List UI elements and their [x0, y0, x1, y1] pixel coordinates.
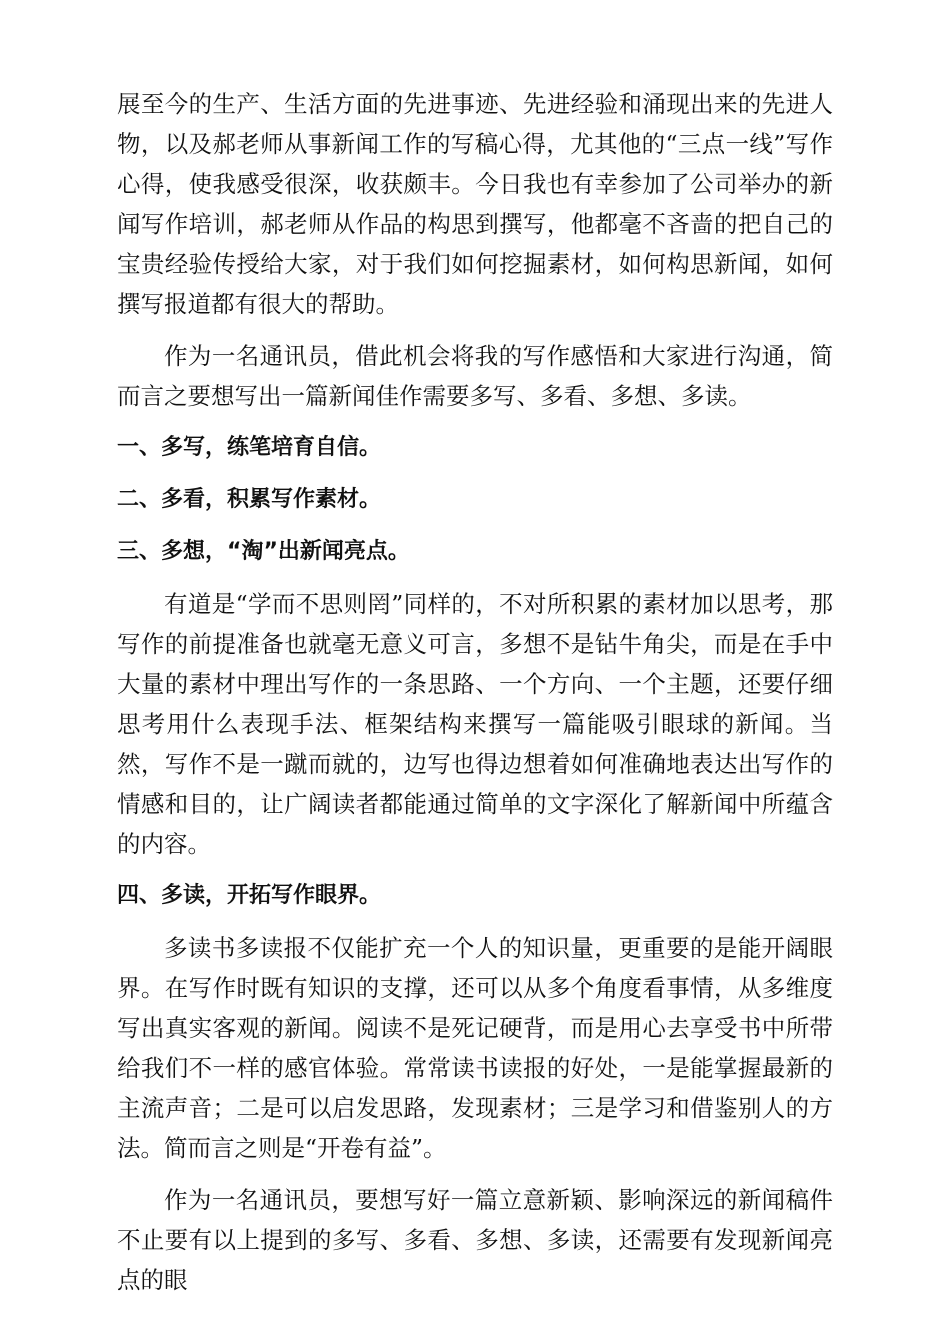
section-heading-1: 一、多写，练笔培育自信。 [117, 435, 382, 460]
paragraph-2: 作为一名通讯员，借此机会将我的写作感悟和大家进行沟通，简而言之要想写出一篇新闻佳作需要多写、多看、多想、多读。 [117, 342, 833, 410]
paragraph-5: 作为一名通讯员，要想写好一篇立意新颖、影响深远的新闻稿件不止要有以上提到的多写、多看、多想、多读，还需要有发现新闻亮点的眼 [117, 1186, 833, 1294]
section-heading-4: 四、多读，开拓写作眼界。 [117, 883, 382, 908]
section-heading-3: 三、多想，“淘”出新闻亮点。 [117, 539, 410, 564]
paragraph-4: 多读书多读报不仅能扩充一个人的知识量，更重要的是能开阔眼界。在写作时既有知识的支撑，还可以从多个角度看事情，从多维度写出真实客观的新闻。阅读不是死记硬背，而是用心去享受书中所带给我们不一样的感官体验。常常读书读报的好处，一是能掌握最新的主流声音；二是可以启发思路，发现素材；三是学习和借鉴别人的方法。简而言之则是“开卷有益”。 [117, 934, 833, 1162]
document-body [117, 84, 833, 1300]
section-heading-2: 二、多看，积累写作素材。 [117, 487, 382, 512]
paragraph-1: 展至今的生产、生活方面的先进事迹、先进经验和涌现出来的先进人物，以及郝老师从事新闻工作的写稿心得，尤其他的“三点一线”写作心得，使我感受很深，收获颇丰。今日我也有幸参加了公司举办的新闻写作培训，郝老师从作品的构思到撰写，他都毫不吝啬的把自己的宝贵经验传授给大家，对于我们如何挖掘素材，如何构思新闻，如何撰写报道都有很大的帮助。 [117, 90, 833, 318]
paragraph-3: 有道是“学而不思则罔”同样的，不对所积累的素材加以思考，那写作的前提准备也就毫无意义可言，多想不是钻牛角尖，而是在手中大量的素材中理出写作的一条思路、一个方向、一个主题，还要仔细思考用什么表现手法、框架结构来撰写一篇能吸引眼球的新闻。当然，写作不是一蹴而就的，边写也得边想着如何准确地表达出写作的情感和目的，让广阔读者都能通过简单的文字深化了解新闻中所蕴含的内容。 [117, 590, 833, 858]
